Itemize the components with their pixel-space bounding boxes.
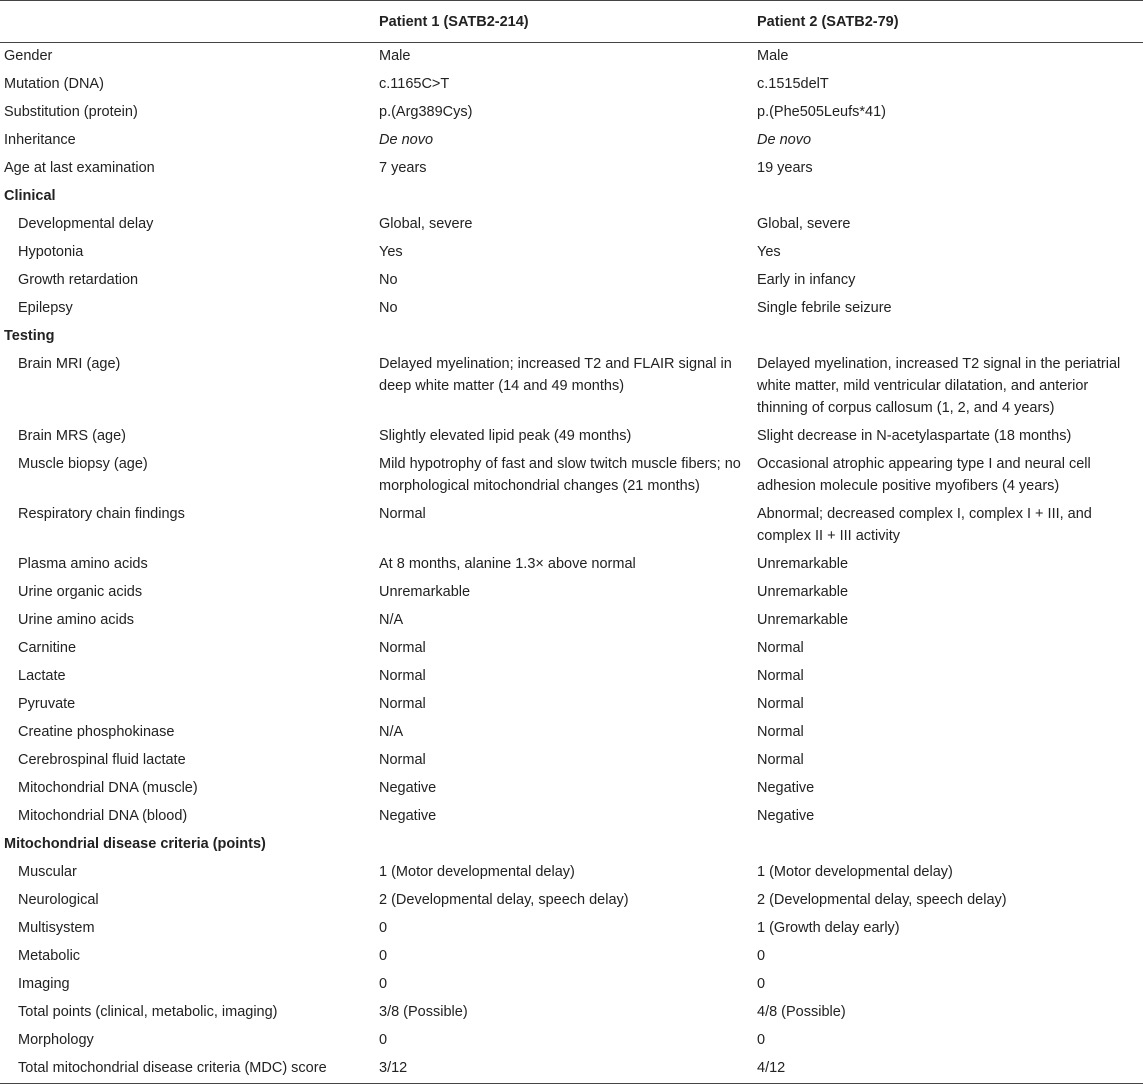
header-patient-2: Patient 2 (SATB2-79) — [757, 1, 1143, 43]
patient-2-value: Delayed myelination, increased T2 signal in the periatrial white matter, mild ventricular dilatation, and anterior thinning of corpus callosum (1, 2, and 4 years) — [757, 356, 1121, 416]
table-row — [0, 1027, 1143, 1055]
patient-2-value: Slight decrease in N-acetylaspartate (18 months) — [757, 428, 1072, 444]
section-title: Testing — [4, 328, 55, 344]
table-row — [0, 239, 1143, 267]
header-label-column — [0, 1, 378, 43]
table-row — [0, 43, 1143, 72]
table-row — [0, 295, 1143, 323]
patient-2-value: De novo — [757, 132, 812, 148]
patient-1-value: 3/8 (Possible) — [379, 1004, 468, 1020]
row-label: Plasma amino acids — [18, 556, 148, 572]
patient-1-value: c.1165C>T — [379, 76, 450, 92]
section-header-testing — [0, 323, 1143, 351]
row-label: Mitochondrial DNA (muscle) — [18, 780, 198, 796]
table-row — [0, 1055, 1143, 1084]
header-patient-1: Patient 1 (SATB2-214) — [378, 1, 757, 43]
patient-1-value: Slightly elevated lipid peak (49 months) — [379, 428, 632, 444]
table-row — [0, 747, 1143, 775]
patient-1-value: p.(Arg389Cys) — [379, 104, 473, 120]
row-label: Mitochondrial DNA (blood) — [18, 808, 188, 824]
table-row — [0, 775, 1143, 803]
row-label: Urine organic acids — [18, 584, 143, 600]
row-label: Urine amino acids — [18, 612, 135, 628]
row-label: Brain MRS (age) — [18, 428, 126, 444]
patient-2-value: Early in infancy — [757, 272, 856, 288]
row-label: Creatine phosphokinase — [18, 724, 175, 740]
row-label: Total mitochondrial disease criteria (MDC) score — [0, 1055, 378, 1084]
table-row — [0, 663, 1143, 691]
row-label: Respiratory chain findings — [18, 506, 185, 522]
row-label: Multisystem — [18, 920, 95, 936]
patient-1-value: Normal — [379, 506, 426, 522]
patient-1-value: No — [379, 300, 398, 316]
patient-2-value: 1 (Growth delay early) — [757, 920, 900, 936]
patient-2-value: Male — [757, 48, 789, 64]
section-header-mdc — [0, 831, 1143, 859]
table-row — [0, 127, 1143, 155]
section-title: Clinical — [4, 188, 56, 204]
table-row — [0, 351, 1143, 423]
patient-2-value: 4/12 — [757, 1055, 1143, 1084]
patient-2-value: 1 (Motor developmental delay) — [757, 864, 953, 880]
patient-1-value: No — [379, 272, 398, 288]
patient-2-value: Unremarkable — [757, 556, 849, 572]
patient-2-value: Negative — [757, 780, 815, 796]
table-row — [0, 719, 1143, 747]
row-label: Lactate — [18, 668, 66, 684]
patient-1-value: At 8 months, alanine 1.3× above normal — [379, 556, 636, 572]
patient-1-value: Mild hypotrophy of fast and slow twitch muscle fibers; no morphological mitochondrial changes (21 months) — [379, 456, 741, 494]
row-label: Epilepsy — [18, 300, 73, 316]
patient-1-value: 0 — [379, 976, 388, 992]
table-row — [0, 99, 1143, 127]
table-row — [0, 803, 1143, 831]
patient-1-value: N/A — [379, 612, 404, 628]
patient-1-value: 0 — [379, 1032, 388, 1048]
table-row — [0, 971, 1143, 999]
table-row — [0, 211, 1143, 239]
row-label: Hypotonia — [18, 244, 84, 260]
patient-1-value: N/A — [379, 724, 404, 740]
patient-1-value: Negative — [379, 808, 437, 824]
patient-2-value: Unremarkable — [757, 612, 849, 628]
table-body — [0, 43, 1143, 1084]
row-label: Morphology — [18, 1032, 94, 1048]
patient-2-value: Abnormal; decreased complex I, complex I + III, and complex II + III activity — [757, 506, 1092, 544]
row-label: Muscular — [18, 864, 77, 880]
patient-2-value: Single febrile seizure — [757, 300, 892, 316]
patient-1-value: De novo — [379, 132, 434, 148]
patient-2-value: p.(Phe505Leufs*41) — [757, 104, 886, 120]
patient-2-value: 0 — [757, 948, 766, 964]
patient-1-value: 0 — [379, 948, 388, 964]
patient-1-value: Yes — [379, 244, 403, 260]
patient-1-value: 2 (Developmental delay, speech delay) — [379, 892, 629, 908]
row-label: Cerebrospinal fluid lactate — [18, 752, 186, 768]
patient-1-value: 3/12 — [378, 1055, 757, 1084]
patient-2-value: 2 (Developmental delay, speech delay) — [757, 892, 1007, 908]
table-row — [0, 691, 1143, 719]
patient-2-value: Yes — [757, 244, 781, 260]
patient-1-value: Normal — [379, 668, 426, 684]
row-label: Total points (clinical, metabolic, imaging) — [18, 1004, 278, 1020]
patient-2-value: Normal — [757, 640, 804, 656]
table-row — [0, 859, 1143, 887]
row-label: Age at last examination — [4, 160, 155, 176]
section-title: Mitochondrial disease criteria (points) — [4, 836, 266, 852]
table-row — [0, 943, 1143, 971]
row-label: Pyruvate — [18, 696, 76, 712]
row-label: Carnitine — [18, 640, 77, 656]
patient-1-value: Normal — [379, 696, 426, 712]
row-label: Neurological — [18, 892, 99, 908]
row-label: Imaging — [18, 976, 70, 992]
table-row — [0, 267, 1143, 295]
table-row — [0, 155, 1143, 183]
row-label: Brain MRI (age) — [18, 356, 121, 372]
patient-1-value: Unremarkable — [379, 584, 471, 600]
table-row — [0, 451, 1143, 501]
table-row — [0, 579, 1143, 607]
patient-2-value: Occasional atrophic appearing type I and neural cell adhesion molecule positive myofibers (4 years) — [757, 456, 1091, 494]
patient-2-value: 0 — [757, 976, 766, 992]
patient-2-value: c.1515delT — [757, 76, 829, 92]
section-header-clinical — [0, 183, 1143, 211]
row-label: Metabolic — [18, 948, 81, 964]
row-label: Substitution (protein) — [4, 104, 138, 120]
table-row — [0, 887, 1143, 915]
table-row — [0, 501, 1143, 551]
patient-2-value: Normal — [757, 696, 804, 712]
table-row — [0, 71, 1143, 99]
patient-2-value: 4/8 (Possible) — [757, 1004, 846, 1020]
patient-2-value: Negative — [757, 808, 815, 824]
patient-1-value: Normal — [379, 640, 426, 656]
patient-1-value: Normal — [379, 752, 426, 768]
row-label: Inheritance — [4, 132, 76, 148]
table-row — [0, 423, 1143, 451]
patient-1-value: 0 — [379, 920, 388, 936]
table-row — [0, 999, 1143, 1027]
row-label: Muscle biopsy (age) — [18, 456, 148, 472]
patient-1-value: Delayed myelination; increased T2 and FLAIR signal in deep white matter (14 and 49 months) — [379, 356, 732, 394]
table-row — [0, 551, 1143, 579]
patient-2-value: 19 years — [757, 160, 813, 176]
patient-2-value: Normal — [757, 752, 804, 768]
patient-2-value: 0 — [757, 1032, 766, 1048]
patient-1-value: Male — [379, 48, 411, 64]
row-label: Developmental delay — [18, 216, 154, 232]
table-header — [0, 1, 1143, 43]
table-row — [0, 607, 1143, 635]
header-row — [0, 1, 1143, 43]
row-label: Mutation (DNA) — [4, 76, 104, 92]
row-label: Gender — [4, 48, 53, 64]
patient-1-value: 1 (Motor developmental delay) — [379, 864, 575, 880]
patient-1-value: Global, severe — [379, 216, 473, 232]
patient-2-value: Normal — [757, 668, 804, 684]
patient-2-value: Global, severe — [757, 216, 851, 232]
patient-1-value: 7 years — [379, 160, 427, 176]
patient-2-value: Unremarkable — [757, 584, 849, 600]
patient-1-value: Negative — [379, 780, 437, 796]
patient-2-value: Normal — [757, 724, 804, 740]
row-label: Growth retardation — [18, 272, 139, 288]
table-row — [0, 635, 1143, 663]
table-row — [0, 915, 1143, 943]
